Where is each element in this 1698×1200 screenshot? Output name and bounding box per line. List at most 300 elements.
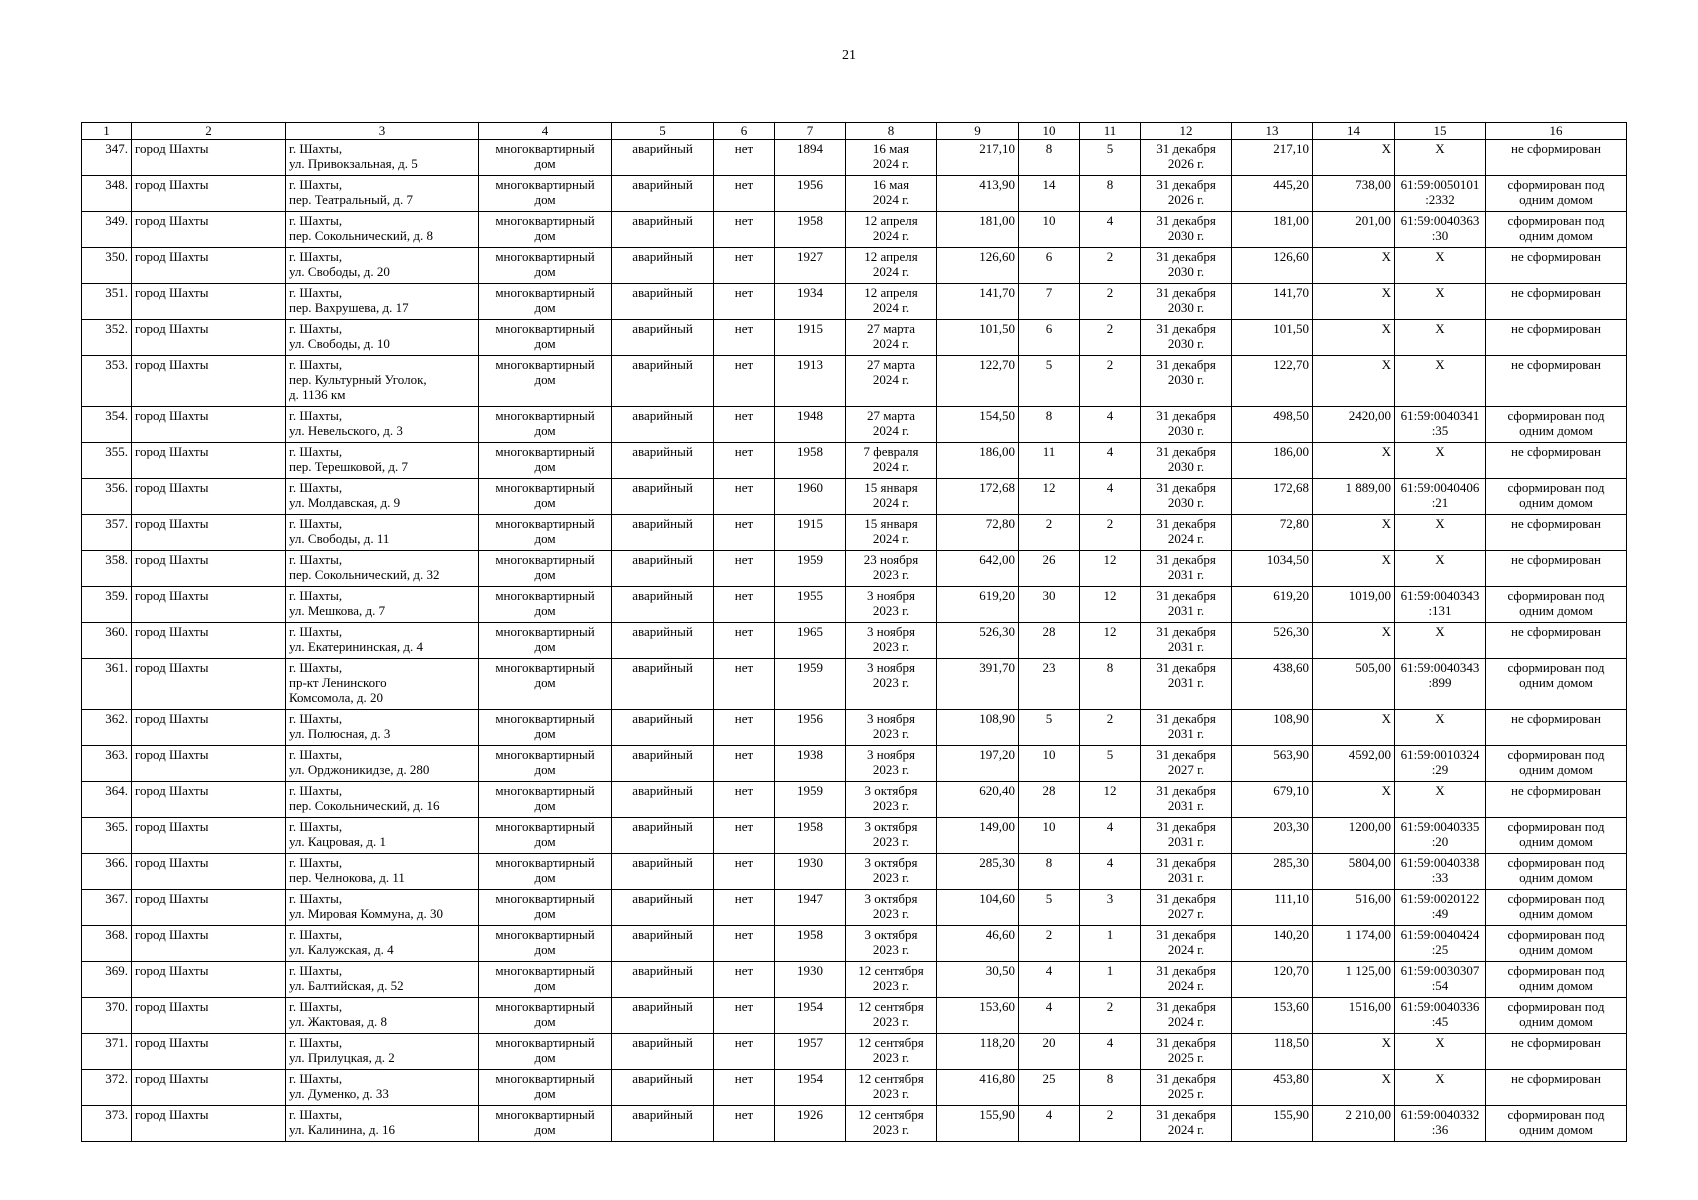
recognition-date-line: 2024 г. [872, 531, 910, 546]
resettlement-deadline-cell [1141, 1070, 1232, 1106]
municipality-cell: город Шахты [132, 551, 286, 587]
address-line: г. Шахты, [289, 660, 343, 675]
land-status-cell [1486, 1070, 1627, 1106]
land-area-cell: X [1313, 356, 1395, 407]
residents-count-cell: 10 [1019, 818, 1080, 854]
recognition-date-cell [846, 176, 937, 212]
address-line: г. Шахты, [289, 855, 343, 870]
header-row [82, 123, 1627, 140]
building-type-line: многоквартирный [495, 819, 595, 834]
address-line: г. Шахты, [289, 624, 343, 639]
address-line: г. Шахты, [289, 177, 343, 192]
address-line: г. Шахты, [289, 213, 343, 228]
total-area-cell: 203,30 [1232, 818, 1313, 854]
page-number: 21 [842, 48, 856, 63]
residents-count-cell: 12 [1019, 479, 1080, 515]
land-status-line: одним домом [1519, 1014, 1593, 1029]
address-line: г. Шахты, [289, 285, 343, 300]
status-cell: аварийный [612, 926, 714, 962]
row-number-cell: 368. [82, 926, 132, 962]
land-status-line: одним домом [1519, 192, 1593, 207]
apartments-count-cell: 2 [1080, 284, 1141, 320]
resettlement-deadline-line: 2026 г. [1167, 156, 1205, 171]
address-line: пр-кт Ленинского [289, 675, 387, 690]
building-type-cell [479, 407, 612, 443]
land-status-cell [1486, 926, 1627, 962]
row-number-cell: 366. [82, 854, 132, 890]
recognition-date-cell [846, 1070, 937, 1106]
apartments-count-cell: 12 [1080, 587, 1141, 623]
building-type-cell [479, 623, 612, 659]
cadastral-number-line: :2332 [1425, 192, 1455, 207]
address-cell [286, 1106, 479, 1142]
land-status-line: сформирован под [1507, 213, 1605, 228]
building-type-line: многоквартирный [495, 444, 595, 459]
cadastral-number-line: X [1435, 444, 1445, 459]
building-type-line: многоквартирный [495, 249, 595, 264]
table-row [82, 356, 1627, 407]
recognition-date-line: 3 октября [864, 783, 918, 798]
address-cell [286, 212, 479, 248]
building-type-cell [479, 854, 612, 890]
row-number-cell: 348. [82, 176, 132, 212]
address-line: г. Шахты, [289, 357, 343, 372]
address-line: пер. Терешковой, д. 7 [289, 459, 408, 474]
flag-cell: нет [714, 176, 775, 212]
total-area-cell: 153,60 [1232, 998, 1313, 1034]
total-area-cell: 285,30 [1232, 854, 1313, 890]
total-area-cell: 438,60 [1232, 659, 1313, 710]
resettlement-deadline-cell [1141, 407, 1232, 443]
recognition-date-line: 3 октября [864, 927, 918, 942]
recognition-date-cell [846, 407, 937, 443]
apartments-count-cell: 4 [1080, 443, 1141, 479]
table-row [82, 746, 1627, 782]
resettlement-deadline-cell [1141, 746, 1232, 782]
address-cell [286, 407, 479, 443]
table-row [82, 443, 1627, 479]
address-line: г. Шахты, [289, 321, 343, 336]
recognition-date-cell [846, 515, 937, 551]
flag-cell: нет [714, 1106, 775, 1142]
building-type-line: дом [534, 978, 556, 993]
cadastral-number-line: 61:59:0040343 [1400, 588, 1480, 603]
recognition-date-cell [846, 479, 937, 515]
status-cell: аварийный [612, 818, 714, 854]
land-status-line: сформирован под [1507, 660, 1605, 675]
land-status-cell [1486, 284, 1627, 320]
recognition-date-line: 2023 г. [872, 906, 910, 921]
year-built-cell: 1948 [775, 407, 846, 443]
address-line: ул. Свободы, д. 20 [289, 264, 390, 279]
municipality-cell: город Шахты [132, 1070, 286, 1106]
recognition-date-cell [846, 998, 937, 1034]
cadastral-number-line: :35 [1431, 423, 1449, 438]
municipality-cell: город Шахты [132, 407, 286, 443]
address-line: г. Шахты, [289, 747, 343, 762]
cadastral-number-cell [1395, 746, 1486, 782]
address-line: пер. Сокольнический, д. 8 [289, 228, 433, 243]
resettlement-deadline-cell [1141, 623, 1232, 659]
land-status-line: не сформирован [1510, 1035, 1601, 1050]
cadastral-number-line: :30 [1431, 228, 1449, 243]
recognition-date-cell [846, 962, 937, 998]
residents-count-cell: 4 [1019, 998, 1080, 1034]
row-number-cell: 373. [82, 1106, 132, 1142]
apartments-count-cell: 8 [1080, 176, 1141, 212]
apartments-count-cell: 4 [1080, 407, 1141, 443]
area-cell: 172,68 [937, 479, 1019, 515]
land-status-cell [1486, 140, 1627, 176]
cadastral-number-line: X [1435, 516, 1445, 531]
land-status-line: сформирован под [1507, 1107, 1605, 1122]
cadastral-number-line: :899 [1428, 675, 1452, 690]
land-status-line: не сформирован [1510, 249, 1601, 264]
building-type-cell [479, 284, 612, 320]
recognition-date-cell [846, 926, 937, 962]
cadastral-number-line: X [1435, 141, 1445, 156]
land-status-line: сформирован под [1507, 855, 1605, 870]
building-type-line: дом [534, 1086, 556, 1101]
address-line: г. Шахты, [289, 819, 343, 834]
year-built-cell: 1915 [775, 320, 846, 356]
year-built-cell: 1965 [775, 623, 846, 659]
status-cell: аварийный [612, 1106, 714, 1142]
flag-cell: нет [714, 284, 775, 320]
building-type-line: дом [534, 495, 556, 510]
total-area-cell: 526,30 [1232, 623, 1313, 659]
resettlement-deadline-cell [1141, 854, 1232, 890]
cadastral-number-line: 61:59:0040343 [1400, 660, 1480, 675]
column-header-8: 8 [846, 123, 937, 140]
recognition-date-cell [846, 356, 937, 407]
year-built-cell: 1957 [775, 1034, 846, 1070]
recognition-date-line: 2023 г. [872, 675, 910, 690]
area-cell: 101,50 [937, 320, 1019, 356]
address-line: ул. Кацровая, д. 1 [289, 834, 386, 849]
address-line: ул. Балтийская, д. 52 [289, 978, 404, 993]
address-line: г. Шахты, [289, 516, 343, 531]
resettlement-deadline-line: 31 декабря [1156, 357, 1216, 372]
building-type-line: многоквартирный [495, 516, 595, 531]
apartments-count-cell: 2 [1080, 710, 1141, 746]
area-cell: 186,00 [937, 443, 1019, 479]
row-number-cell: 363. [82, 746, 132, 782]
table-row [82, 320, 1627, 356]
recognition-date-cell [846, 818, 937, 854]
land-area-cell: 201,00 [1313, 212, 1395, 248]
row-number-cell: 371. [82, 1034, 132, 1070]
column-header-12: 12 [1141, 123, 1232, 140]
cadastral-number-line: 61:59:0050101 [1400, 177, 1480, 192]
address-line: ул. Орджоникидзе, д. 280 [289, 762, 430, 777]
row-number-cell: 349. [82, 212, 132, 248]
resettlement-deadline-line: 2030 г. [1167, 300, 1205, 315]
land-status-line: одним домом [1519, 423, 1593, 438]
address-line: пер. Театральный, д. 7 [289, 192, 413, 207]
building-type-cell [479, 1034, 612, 1070]
area-cell: 122,70 [937, 356, 1019, 407]
status-cell: аварийный [612, 515, 714, 551]
total-area-cell: 181,00 [1232, 212, 1313, 248]
residents-count-cell: 20 [1019, 1034, 1080, 1070]
land-status-cell [1486, 1106, 1627, 1142]
building-type-line: многоквартирный [495, 660, 595, 675]
table-row [82, 962, 1627, 998]
apartments-count-cell: 1 [1080, 962, 1141, 998]
cadastral-number-cell [1395, 710, 1486, 746]
land-area-cell: 738,00 [1313, 176, 1395, 212]
area-cell: 149,00 [937, 818, 1019, 854]
building-type-cell [479, 587, 612, 623]
address-cell [286, 659, 479, 710]
cadastral-number-line: 61:59:0040332 [1400, 1107, 1480, 1122]
flag-cell: нет [714, 818, 775, 854]
recognition-date-line: 12 сентября [858, 999, 924, 1014]
building-type-line: многоквартирный [495, 213, 595, 228]
recognition-date-line: 2023 г. [872, 567, 910, 582]
residents-count-cell: 26 [1019, 551, 1080, 587]
resettlement-deadline-line: 2031 г. [1167, 675, 1205, 690]
land-status-line: не сформирован [1510, 624, 1601, 639]
land-area-cell: 4592,00 [1313, 746, 1395, 782]
municipality-cell: город Шахты [132, 479, 286, 515]
resettlement-deadline-cell [1141, 356, 1232, 407]
municipality-cell: город Шахты [132, 962, 286, 998]
area-cell: 72,80 [937, 515, 1019, 551]
resettlement-deadline-line: 2031 г. [1167, 603, 1205, 618]
cadastral-number-cell [1395, 1070, 1486, 1106]
year-built-cell: 1960 [775, 479, 846, 515]
building-type-line: дом [534, 1014, 556, 1029]
cadastral-number-line: X [1435, 1035, 1445, 1050]
municipality-cell: город Шахты [132, 515, 286, 551]
land-status-cell [1486, 659, 1627, 710]
resettlement-deadline-line: 2026 г. [1167, 192, 1205, 207]
land-status-line: одним домом [1519, 228, 1593, 243]
year-built-cell: 1958 [775, 212, 846, 248]
flag-cell: нет [714, 356, 775, 407]
cadastral-number-cell [1395, 587, 1486, 623]
recognition-date-line: 2024 г. [872, 228, 910, 243]
address-cell [286, 479, 479, 515]
status-cell: аварийный [612, 176, 714, 212]
year-built-cell: 1958 [775, 443, 846, 479]
year-built-cell: 1958 [775, 818, 846, 854]
land-status-line: не сформирован [1510, 711, 1601, 726]
building-type-line: дом [534, 726, 556, 741]
area-cell: 30,50 [937, 962, 1019, 998]
resettlement-deadline-line: 2030 г. [1167, 372, 1205, 387]
building-type-line: многоквартирный [495, 783, 595, 798]
building-type-line: дом [534, 906, 556, 921]
residents-count-cell: 14 [1019, 176, 1080, 212]
building-type-line: дом [534, 192, 556, 207]
municipality-cell: город Шахты [132, 746, 286, 782]
building-type-line: многоквартирный [495, 891, 595, 906]
address-line: пер. Сокольнический, д. 32 [289, 567, 440, 582]
building-type-cell [479, 443, 612, 479]
recognition-date-line: 2024 г. [872, 495, 910, 510]
address-cell [286, 710, 479, 746]
total-area-cell: 217,10 [1232, 140, 1313, 176]
area-cell: 118,20 [937, 1034, 1019, 1070]
land-area-cell: X [1313, 1034, 1395, 1070]
flag-cell: нет [714, 515, 775, 551]
address-line: ул. Жактовая, д. 8 [289, 1014, 387, 1029]
cadastral-number-cell [1395, 176, 1486, 212]
building-type-line: многоквартирный [495, 927, 595, 942]
area-cell: 155,90 [937, 1106, 1019, 1142]
year-built-cell: 1959 [775, 782, 846, 818]
year-built-cell: 1894 [775, 140, 846, 176]
resettlement-deadline-cell [1141, 212, 1232, 248]
recognition-date-cell [846, 746, 937, 782]
residents-count-cell: 5 [1019, 356, 1080, 407]
resettlement-deadline-line: 2024 г. [1167, 978, 1205, 993]
land-status-line: сформирован под [1507, 747, 1605, 762]
building-type-cell [479, 659, 612, 710]
total-area-cell: 563,90 [1232, 746, 1313, 782]
land-status-cell [1486, 320, 1627, 356]
building-type-cell [479, 1070, 612, 1106]
municipality-cell: город Шахты [132, 356, 286, 407]
address-line: г. Шахты, [289, 711, 343, 726]
total-area-cell: 126,60 [1232, 248, 1313, 284]
table-row [82, 248, 1627, 284]
column-header-5: 5 [612, 123, 714, 140]
municipality-cell: город Шахты [132, 710, 286, 746]
address-cell [286, 854, 479, 890]
cadastral-number-cell [1395, 515, 1486, 551]
municipality-cell: город Шахты [132, 1034, 286, 1070]
area-cell: 217,10 [937, 140, 1019, 176]
address-line: ул. Привокзальная, д. 5 [289, 156, 418, 171]
land-status-line: не сформирован [1510, 357, 1601, 372]
table-row [82, 212, 1627, 248]
address-line: ул. Думенко, д. 33 [289, 1086, 389, 1101]
apartments-count-cell: 2 [1080, 320, 1141, 356]
resettlement-deadline-line: 31 декабря [1156, 588, 1216, 603]
area-cell: 642,00 [937, 551, 1019, 587]
status-cell: аварийный [612, 998, 714, 1034]
recognition-date-line: 12 апреля [864, 285, 918, 300]
building-type-line: дом [534, 762, 556, 777]
table-row [82, 926, 1627, 962]
land-status-cell [1486, 212, 1627, 248]
land-status-line: одним домом [1519, 834, 1593, 849]
cadastral-number-line: X [1435, 783, 1445, 798]
municipality-cell: город Шахты [132, 284, 286, 320]
total-area-cell: 118,50 [1232, 1034, 1313, 1070]
recognition-date-cell [846, 587, 937, 623]
building-type-cell [479, 1106, 612, 1142]
total-area-cell: 453,80 [1232, 1070, 1313, 1106]
year-built-cell: 1954 [775, 998, 846, 1034]
cadastral-number-line: 61:59:0040336 [1400, 999, 1480, 1014]
building-type-line: дом [534, 798, 556, 813]
recognition-date-line: 2023 г. [872, 1050, 910, 1065]
address-line: ул. Мировая Коммуна, д. 30 [289, 906, 443, 921]
municipality-cell: город Шахты [132, 443, 286, 479]
address-cell [286, 284, 479, 320]
land-area-cell: X [1313, 140, 1395, 176]
building-type-line: дом [534, 228, 556, 243]
land-status-line: не сформирован [1510, 444, 1601, 459]
building-type-line: дом [534, 1050, 556, 1065]
resettlement-deadline-cell [1141, 176, 1232, 212]
land-status-cell [1486, 962, 1627, 998]
municipality-cell: город Шахты [132, 623, 286, 659]
address-line: пер. Культурный Уголок, [289, 372, 427, 387]
recognition-date-cell [846, 659, 937, 710]
building-type-line: дом [534, 1122, 556, 1137]
building-type-line: многоквартирный [495, 711, 595, 726]
building-type-line: дом [534, 336, 556, 351]
address-line: ул. Прилуцкая, д. 2 [289, 1050, 395, 1065]
land-status-line: не сформирован [1510, 321, 1601, 336]
resettlement-deadline-line: 31 декабря [1156, 711, 1216, 726]
land-status-line: сформирован под [1507, 927, 1605, 942]
recognition-date-cell [846, 140, 937, 176]
flag-cell: нет [714, 710, 775, 746]
recognition-date-line: 12 апреля [864, 213, 918, 228]
column-header-14: 14 [1313, 123, 1395, 140]
building-type-line: дом [534, 300, 556, 315]
building-type-line: многоквартирный [495, 855, 595, 870]
recognition-date-line: 3 октября [864, 819, 918, 834]
table-row [82, 407, 1627, 443]
row-number-cell: 361. [82, 659, 132, 710]
flag-cell: нет [714, 479, 775, 515]
row-number-cell: 358. [82, 551, 132, 587]
cadastral-number-cell [1395, 623, 1486, 659]
resettlement-deadline-line: 31 декабря [1156, 516, 1216, 531]
recognition-date-cell [846, 710, 937, 746]
year-built-cell: 1959 [775, 659, 846, 710]
building-type-cell [479, 818, 612, 854]
land-status-cell [1486, 854, 1627, 890]
recognition-date-line: 2023 г. [872, 870, 910, 885]
recognition-date-line: 3 ноября [866, 711, 916, 726]
recognition-date-line: 16 мая [872, 177, 910, 192]
apartments-count-cell: 3 [1080, 890, 1141, 926]
building-type-cell [479, 962, 612, 998]
address-line: г. Шахты, [289, 783, 343, 798]
cadastral-number-line: X [1435, 357, 1445, 372]
building-type-line: многоквартирный [495, 552, 595, 567]
municipality-cell: город Шахты [132, 998, 286, 1034]
land-area-cell: X [1313, 782, 1395, 818]
status-cell: аварийный [612, 248, 714, 284]
address-line: г. Шахты, [289, 1107, 343, 1122]
cadastral-number-line: :33 [1431, 870, 1449, 885]
total-area-cell: 679,10 [1232, 782, 1313, 818]
resettlement-deadline-line: 31 декабря [1156, 444, 1216, 459]
status-cell: аварийный [612, 407, 714, 443]
land-status-line: одним домом [1519, 762, 1593, 777]
column-header-9: 9 [937, 123, 1019, 140]
year-built-cell: 1930 [775, 962, 846, 998]
building-type-line: многоквартирный [495, 747, 595, 762]
residents-count-cell: 8 [1019, 407, 1080, 443]
land-area-cell: 1516,00 [1313, 998, 1395, 1034]
apartments-count-cell: 2 [1080, 1106, 1141, 1142]
address-line: пер. Челнокова, д. 11 [289, 870, 405, 885]
cadastral-number-line: 61:59:0040424 [1400, 927, 1480, 942]
building-type-line: дом [534, 603, 556, 618]
resettlement-deadline-cell [1141, 284, 1232, 320]
